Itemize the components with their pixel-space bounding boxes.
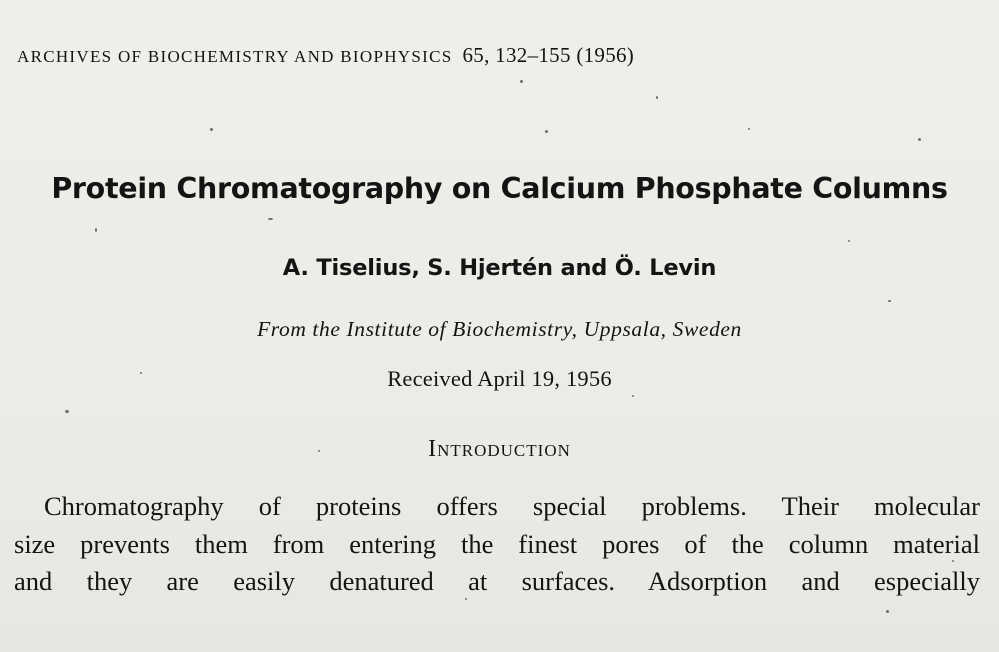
dust-speck <box>268 218 273 220</box>
article-title: Protein Chromatography on Calcium Phosphate Columns <box>51 172 948 205</box>
section-heading: Introduction <box>428 436 571 462</box>
body-line: Chromatography of proteins offers special problems. Their molecular <box>44 491 980 521</box>
received-date: Received April 19, 1956 <box>387 366 612 391</box>
dust-speck <box>918 138 921 141</box>
body-line: size prevents them from entering the finest pores of the column material <box>14 528 980 559</box>
journal-name: ARCHIVES OF BIOCHEMISTRY AND BIOPHYSICS <box>17 47 453 66</box>
running-header <box>17 43 917 68</box>
dust-speck <box>886 610 889 613</box>
dust-speck <box>656 96 658 99</box>
body-paragraph <box>14 488 980 601</box>
dust-speck <box>848 240 850 242</box>
article-affiliation: From the Institute of Biochemistry, Uppsala, Sweden <box>257 317 742 341</box>
dust-speck <box>888 300 891 302</box>
dust-speck <box>520 80 523 83</box>
dust-speck <box>210 128 213 131</box>
dust-speck <box>95 228 97 232</box>
article-authors: A. Tiselius, S. Hjertén and Ö. Levin <box>282 255 717 281</box>
dust-speck <box>65 410 69 413</box>
dust-speck <box>748 128 750 130</box>
dust-speck <box>632 395 634 397</box>
body-line: and they are easily denatured at surfaces. Adsorption and especially <box>14 566 980 596</box>
journal-citation: 65, 132–155 (1956) <box>462 43 635 67</box>
dust-speck <box>545 130 548 133</box>
